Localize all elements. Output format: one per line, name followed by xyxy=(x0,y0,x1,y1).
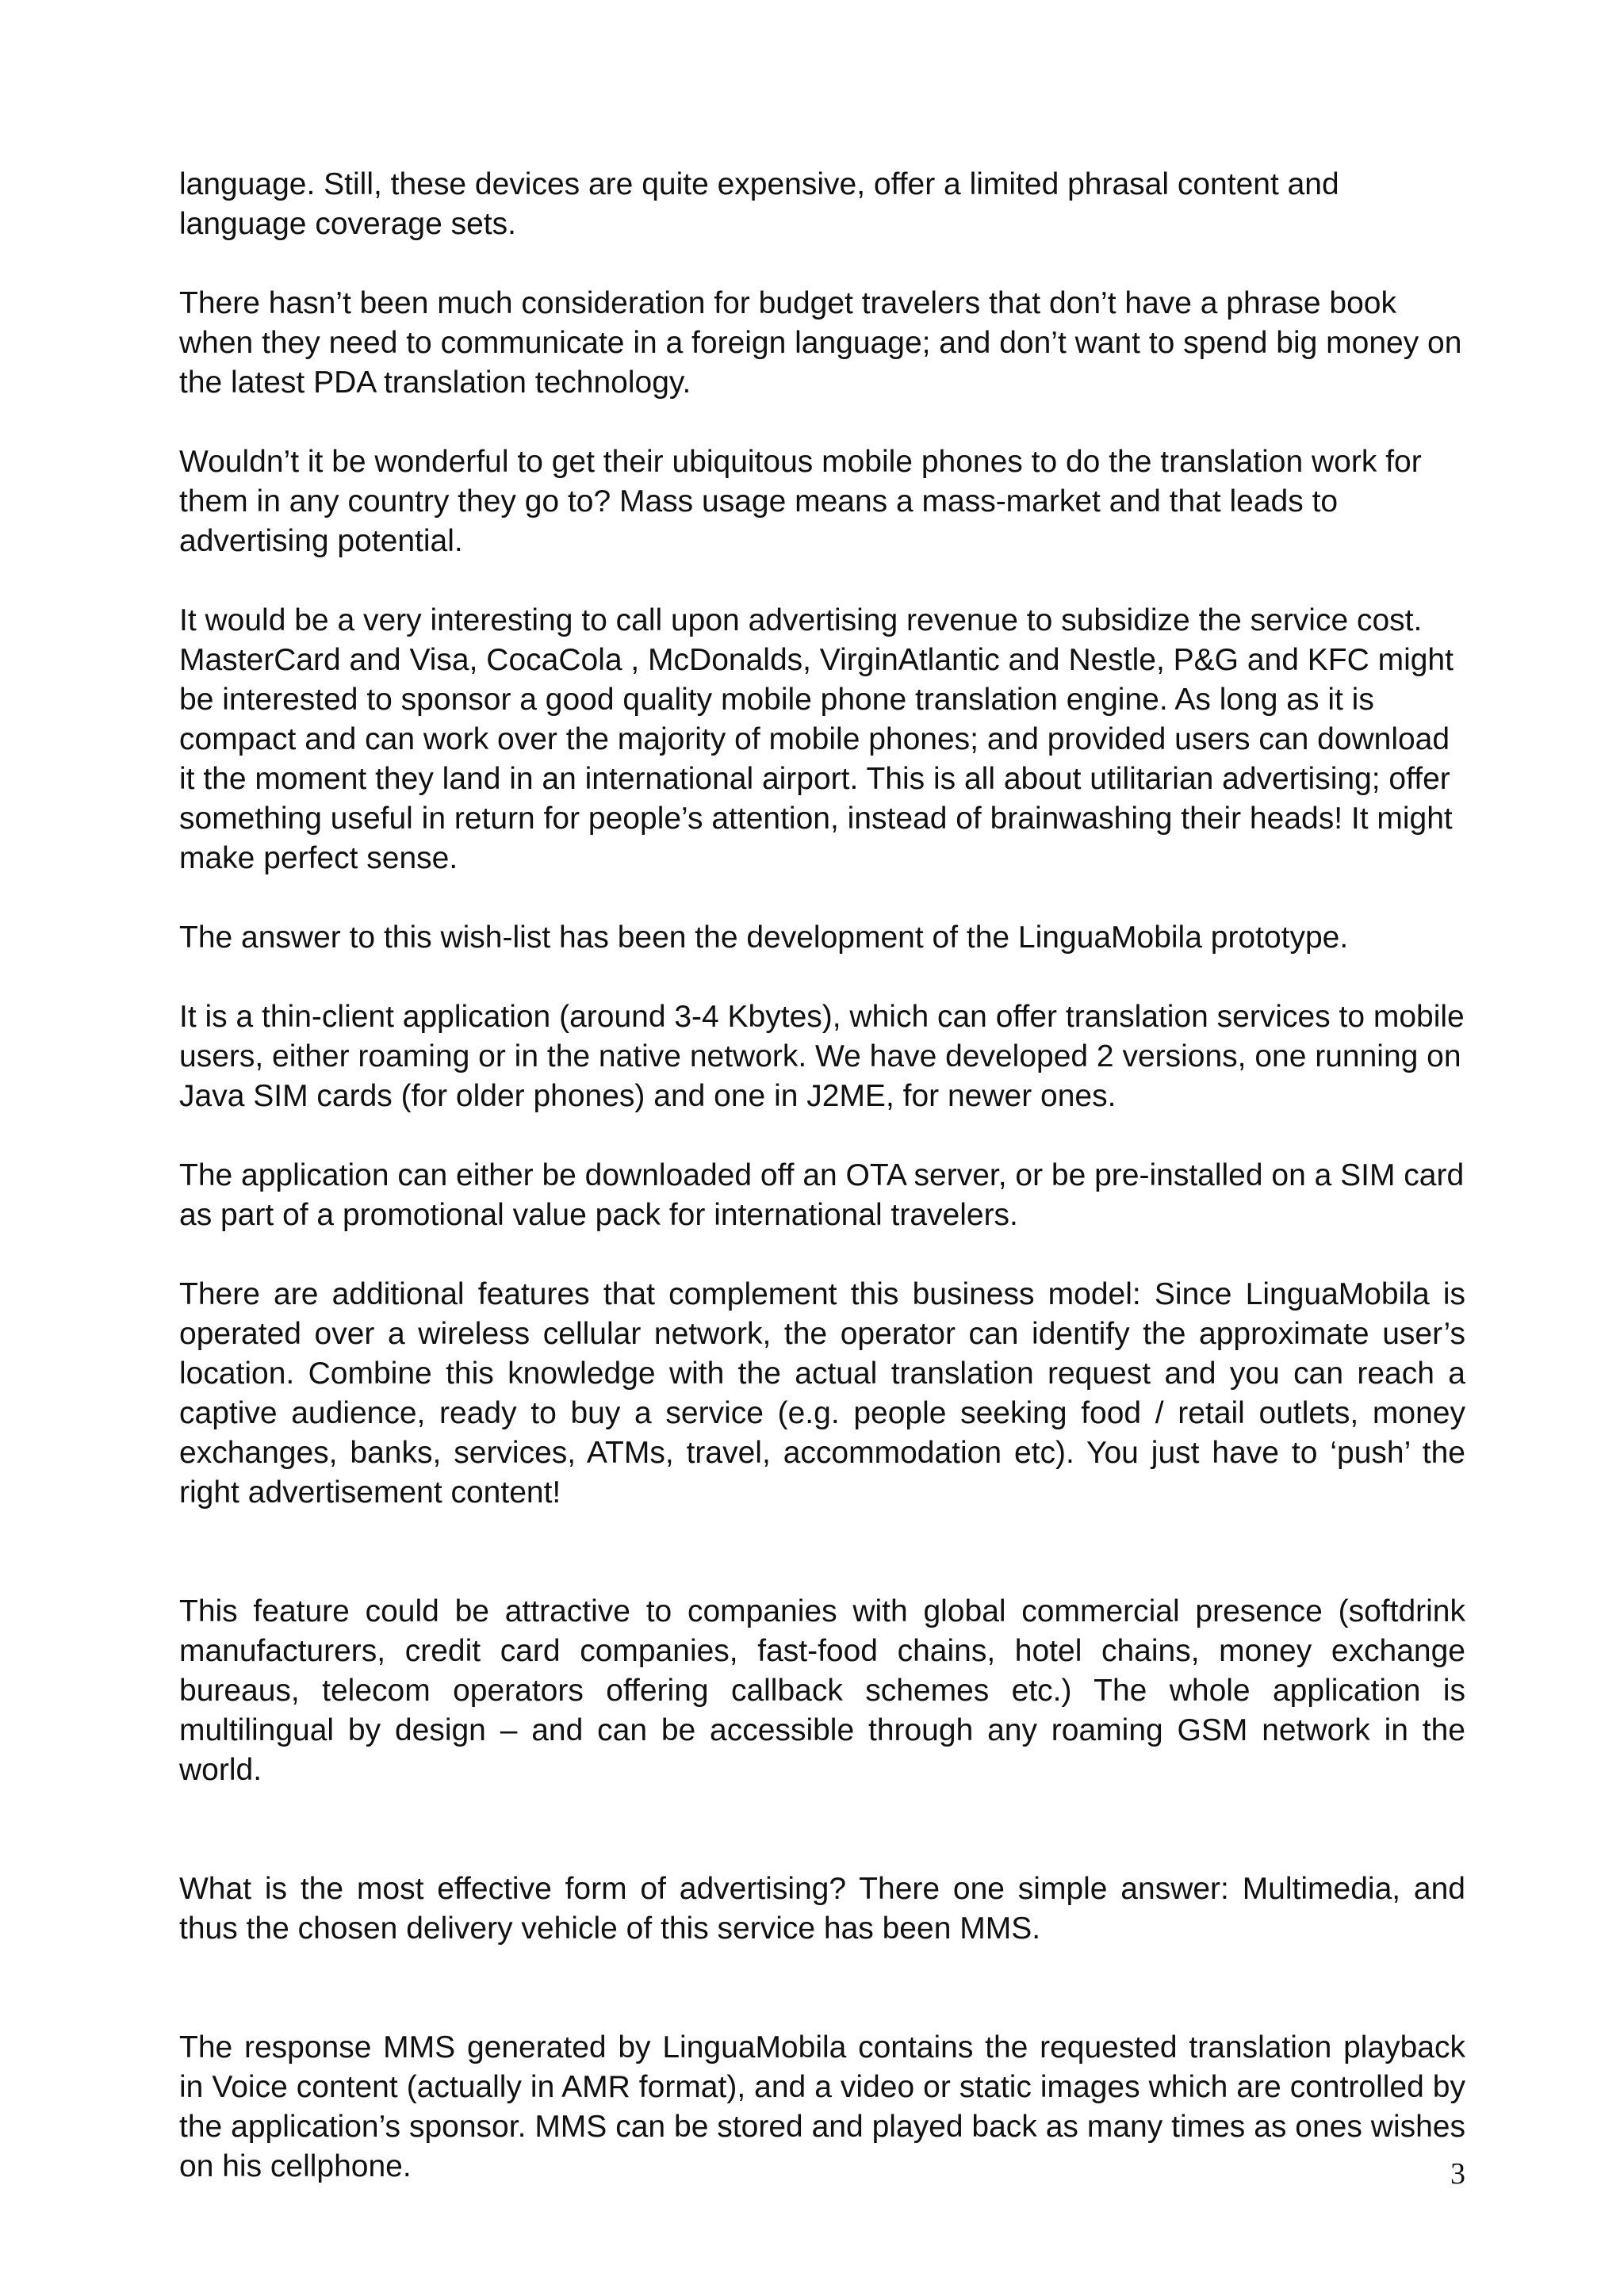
paragraph-linguamobila-prototype: The answer to this wish-list has been the development of the LinguaMobila prototype. xyxy=(179,920,1349,955)
paragraph-global-companies: This feature could be attractive to companies with global commercial presence (softdrink manufacturers, credit card companies, fast-food chains, hotel chains, money exchange bureaus, telecom operators offering callback schemes etc.) The whole application is multilingual by design – and can be accessible through any roaming GSM network in the world. xyxy=(179,1594,1465,1787)
document-body xyxy=(179,165,1465,2187)
paragraph-additional-features: There are additional features that complement this business model: Since LinguaMobila is operated over a wireless cellular network, the operator can identify the approximate user’s location. Combine this knowledge with the actual translation request and you can reach a captive audience, ready to buy a service (e.g. people seeking food / retail outlets, money exchanges, banks, services, ATMs, travel, accommodation etc). You just have to ‘push’ the right advertisement content! xyxy=(179,1277,1465,1510)
paragraph-thin-client: It is a thin-client application (around 3-4 Kbytes), which can offer translation services to mobile users, either roaming or in the native network. We have developed 2 versions, one running on Java SIM cards (for older phones) and one in J2ME, for newer ones. xyxy=(179,1000,1465,1113)
paragraph-mobile-phones: Wouldn’t it be wonderful to get their ubiquitous mobile phones to do the translation work for them in any country they go to? Mass usage means a mass-market and that leads to advertising potential. xyxy=(179,445,1422,558)
paragraph-ota-download: The application can either be downloaded off an OTA server, or be pre-installed on a SIM card as part of a promotional value pack for international travelers. xyxy=(179,1158,1465,1232)
paragraph-advertising-revenue: It would be a very interesting to call upon advertising revenue to subsidize the service cost. MasterCard and Visa, CocaCola , McDonalds, VirginAtlantic and Nestle, P&G and KFC might be interested to sponsor a good quality mobile phone translation engine. As long as it is compact and can work over the majority of mobile phones; and provided users can download it the moment they land in an international airport. This is all about utilitarian advertising; offer something useful in return for people’s attention, instead of brainwashing their heads! It might make perfect sense. xyxy=(179,603,1454,875)
paragraph-intro-continuation: language. Still, these devices are quite expensive, offer a limited phrasal content and language coverage sets. xyxy=(179,167,1339,241)
paragraph-effective-advertising: What is the most effective form of advertising? There one simple answer: Multimedia, and thus the chosen delivery vehicle of this service has been MMS. xyxy=(179,1872,1465,1946)
paragraph-mms-response: The response MMS generated by LinguaMobila contains the requested translation playback in Voice content (actually in AMR format), and a video or static images which are controlled by the application’s sponsor. MMS can be stored and played back as many times as ones wishes on his cellphone. xyxy=(179,2030,1465,2183)
page-number: 3 xyxy=(1450,2157,1465,2191)
paragraph-budget-travelers: There hasn’t been much consideration for budget travelers that don’t have a phrase book when they need to communicate in a foreign language; and don’t want to spend big money on the latest PDA translation technology. xyxy=(179,286,1462,400)
